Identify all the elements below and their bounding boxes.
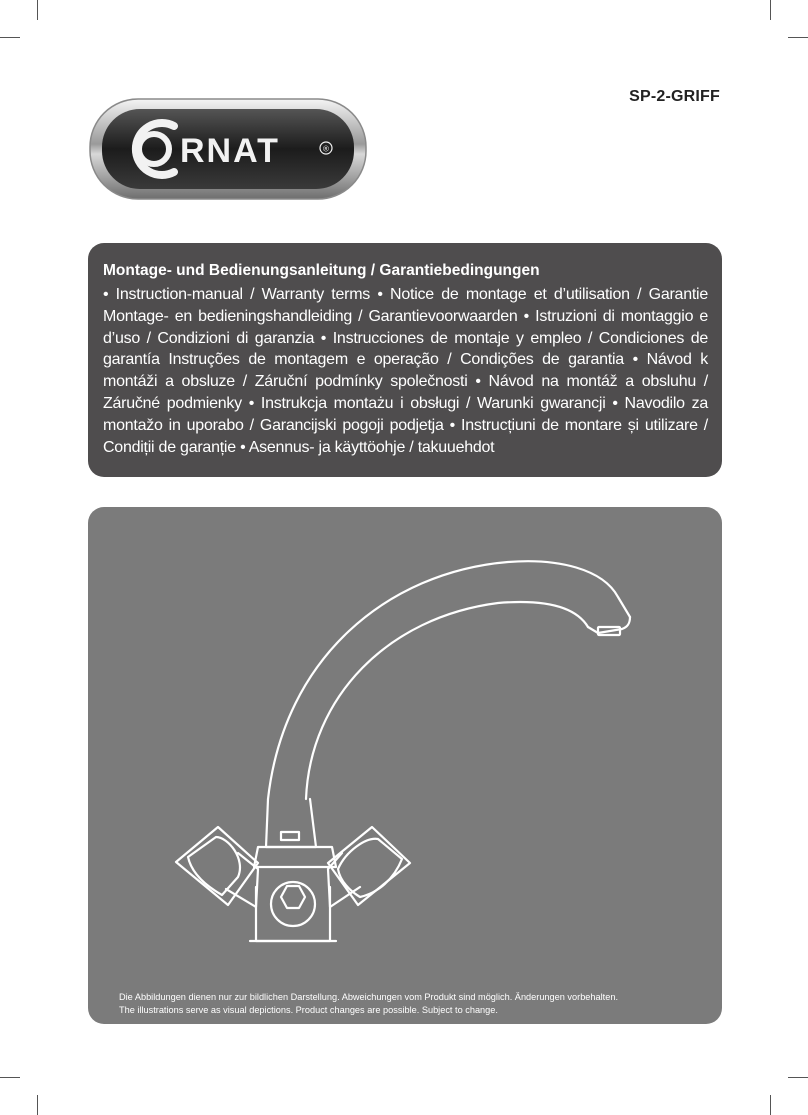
crop-mark-top-right-v: [770, 0, 771, 20]
crop-mark-bottom-left-h: [0, 1077, 20, 1078]
crop-mark-bottom-right-v: [770, 1095, 771, 1115]
svg-text:RNAT: RNAT: [180, 132, 280, 170]
model-code: SP-2-GRIFF: [629, 88, 720, 105]
brand-logo: [88, 96, 372, 204]
disclaimer: [119, 991, 709, 1017]
title-heading: Montage- und Bedienungsanleitung / Garantiebedingungen: [103, 262, 540, 279]
crop-mark-top-right-h: [788, 37, 808, 38]
registered-mark: ®: [323, 144, 329, 154]
illustration-box: [88, 507, 722, 1024]
crop-mark-top-left-h: [0, 37, 20, 38]
crop-mark-bottom-left-v: [37, 1095, 38, 1115]
disclaimer-de: Die Abbildungen dienen nur zur bildlichen Darstellung. Abweichungen vom Produkt sind möglich. Änderungen vorbehalten.: [119, 992, 618, 1002]
disclaimer-en: The illustrations serve as visual depictions. Product changes are possible. Subject to change.: [119, 1005, 498, 1015]
title-languages-text: • Instruction-manual / Warranty terms • Notice de montage et d’utilisation / Garantie Montage- en bedieningshandleiding / Garantievoorwaarden • Istruzioni di montaggio e d’uso / Condizioni di garanzia • Instrucciones de montaje y empleo / Condiciones de garantía Instruções de montagem e operação / Condições de garantia • Návod k montáži a obsluze / Záruční podmínky společnosti • Návod na montáž a obsluhu / Záručné podmienky • Instrukcja montażu i obsługi / Warunki gwarancji • Navodilo za montažo in uporabo / Garancijski pogoji podjetja • Instrucțiuni de montare și utilizare / Condiții de garanție • Asennus- ja käyttöohje / takuuehdot: [103, 286, 708, 456]
crop-mark-bottom-right-h: [788, 1077, 808, 1078]
title-box: [88, 243, 722, 477]
crop-mark-top-left-v: [37, 0, 38, 20]
faucet-illustration: [88, 507, 722, 1024]
